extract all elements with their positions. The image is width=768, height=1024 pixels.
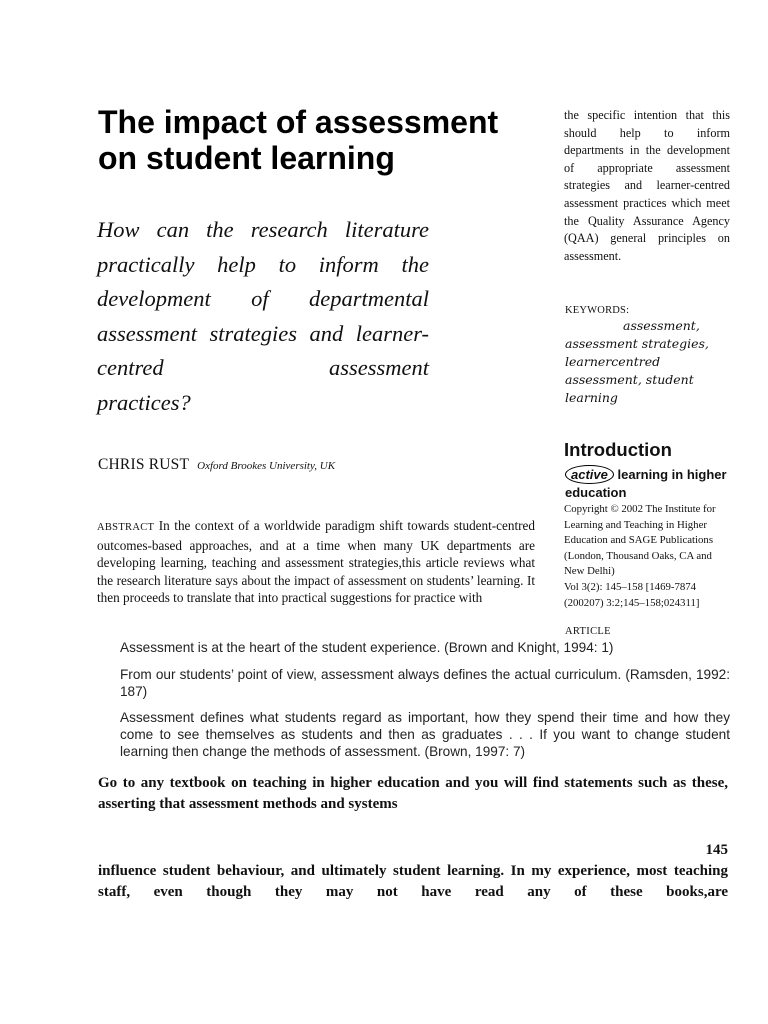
body-paragraph-1: Go to any textbook on teaching in higher education and you will find statements such as these, asserting that assessment methods and systems <box>98 775 728 812</box>
subtitle-text: How can the research literature practically help to inform the development of departmental assessment strategies and learner-centred assessment <box>97 217 429 381</box>
article-title: The impact of assessment on student learning <box>98 104 499 176</box>
abstract <box>97 517 535 607</box>
keywords-label: KEYWORDS: <box>565 305 630 316</box>
introduction-heading: Introduction <box>564 439 672 460</box>
abstract-text: In the context of a worldwide paradigm shift towards student-centred outcomes-based approaches, and at a time when many UK departments are developing learning, teaching and assessment strategies,this article reviews what the research literature says about the impact of assessment on students’ learning. It then proceeds to translate that into practical suggestions for practice with <box>97 518 535 606</box>
author-line <box>98 456 335 474</box>
abstract-label: ABSTRACT <box>97 522 155 533</box>
page-number: 145 <box>705 842 728 858</box>
article-type-label: ARTICLE <box>565 626 611 637</box>
epigraph-quote-1: Assessment is at the heart of the student experience. (Brown and Knight, 1994: 1) <box>120 640 614 655</box>
active-circled-word: active <box>565 465 614 484</box>
article-subtitle <box>97 213 429 421</box>
copyright-text: Copyright © 2002 The Institute for Learning and Teaching in Higher Education and SAGE Publications (London, Thousand Oaks, CA and New Delhi) <box>564 503 716 578</box>
body-paragraph-2: influence student behaviour, and ultimately student learning. In my experience, most teaching staff, even though they may not have read any of these books,are <box>98 863 728 900</box>
epigraph-quote-2: From our students’ point of view, assessment always defines the actual curriculum. (Ramsden, 1992: 187) <box>120 667 730 699</box>
subtitle-last-line: practices? <box>97 389 191 415</box>
volume-info: Vol 3(2): 145–158 [1469-7874 (200207) 3:2;145–158;024311] <box>564 580 700 609</box>
copyright-block <box>564 502 734 611</box>
keywords-list: assessment, assessment strategies, learnercentred assessment, student learning <box>565 318 709 405</box>
sidebar-intent-text: the specific intention that this should help to inform departments in the development of appropriate assessment strategies and learner-centred assessment practices which meet the Quality Assurance Agency (QAA) general principles on assessment. <box>564 108 730 263</box>
author-name: CHRIS RUST <box>98 456 190 473</box>
author-affiliation: Oxford Brookes University, UK <box>197 460 336 472</box>
epigraph-quote-3: Assessment defines what students regard as important, how they spend their time and how they come to see themselves as students and then as graduates . . . If you want to change student learning then change the methods of assessment. (Brown, 1997: 7) <box>120 710 730 759</box>
series-title-rest: learning in higher education <box>565 467 727 500</box>
journal-series-title <box>565 465 735 502</box>
